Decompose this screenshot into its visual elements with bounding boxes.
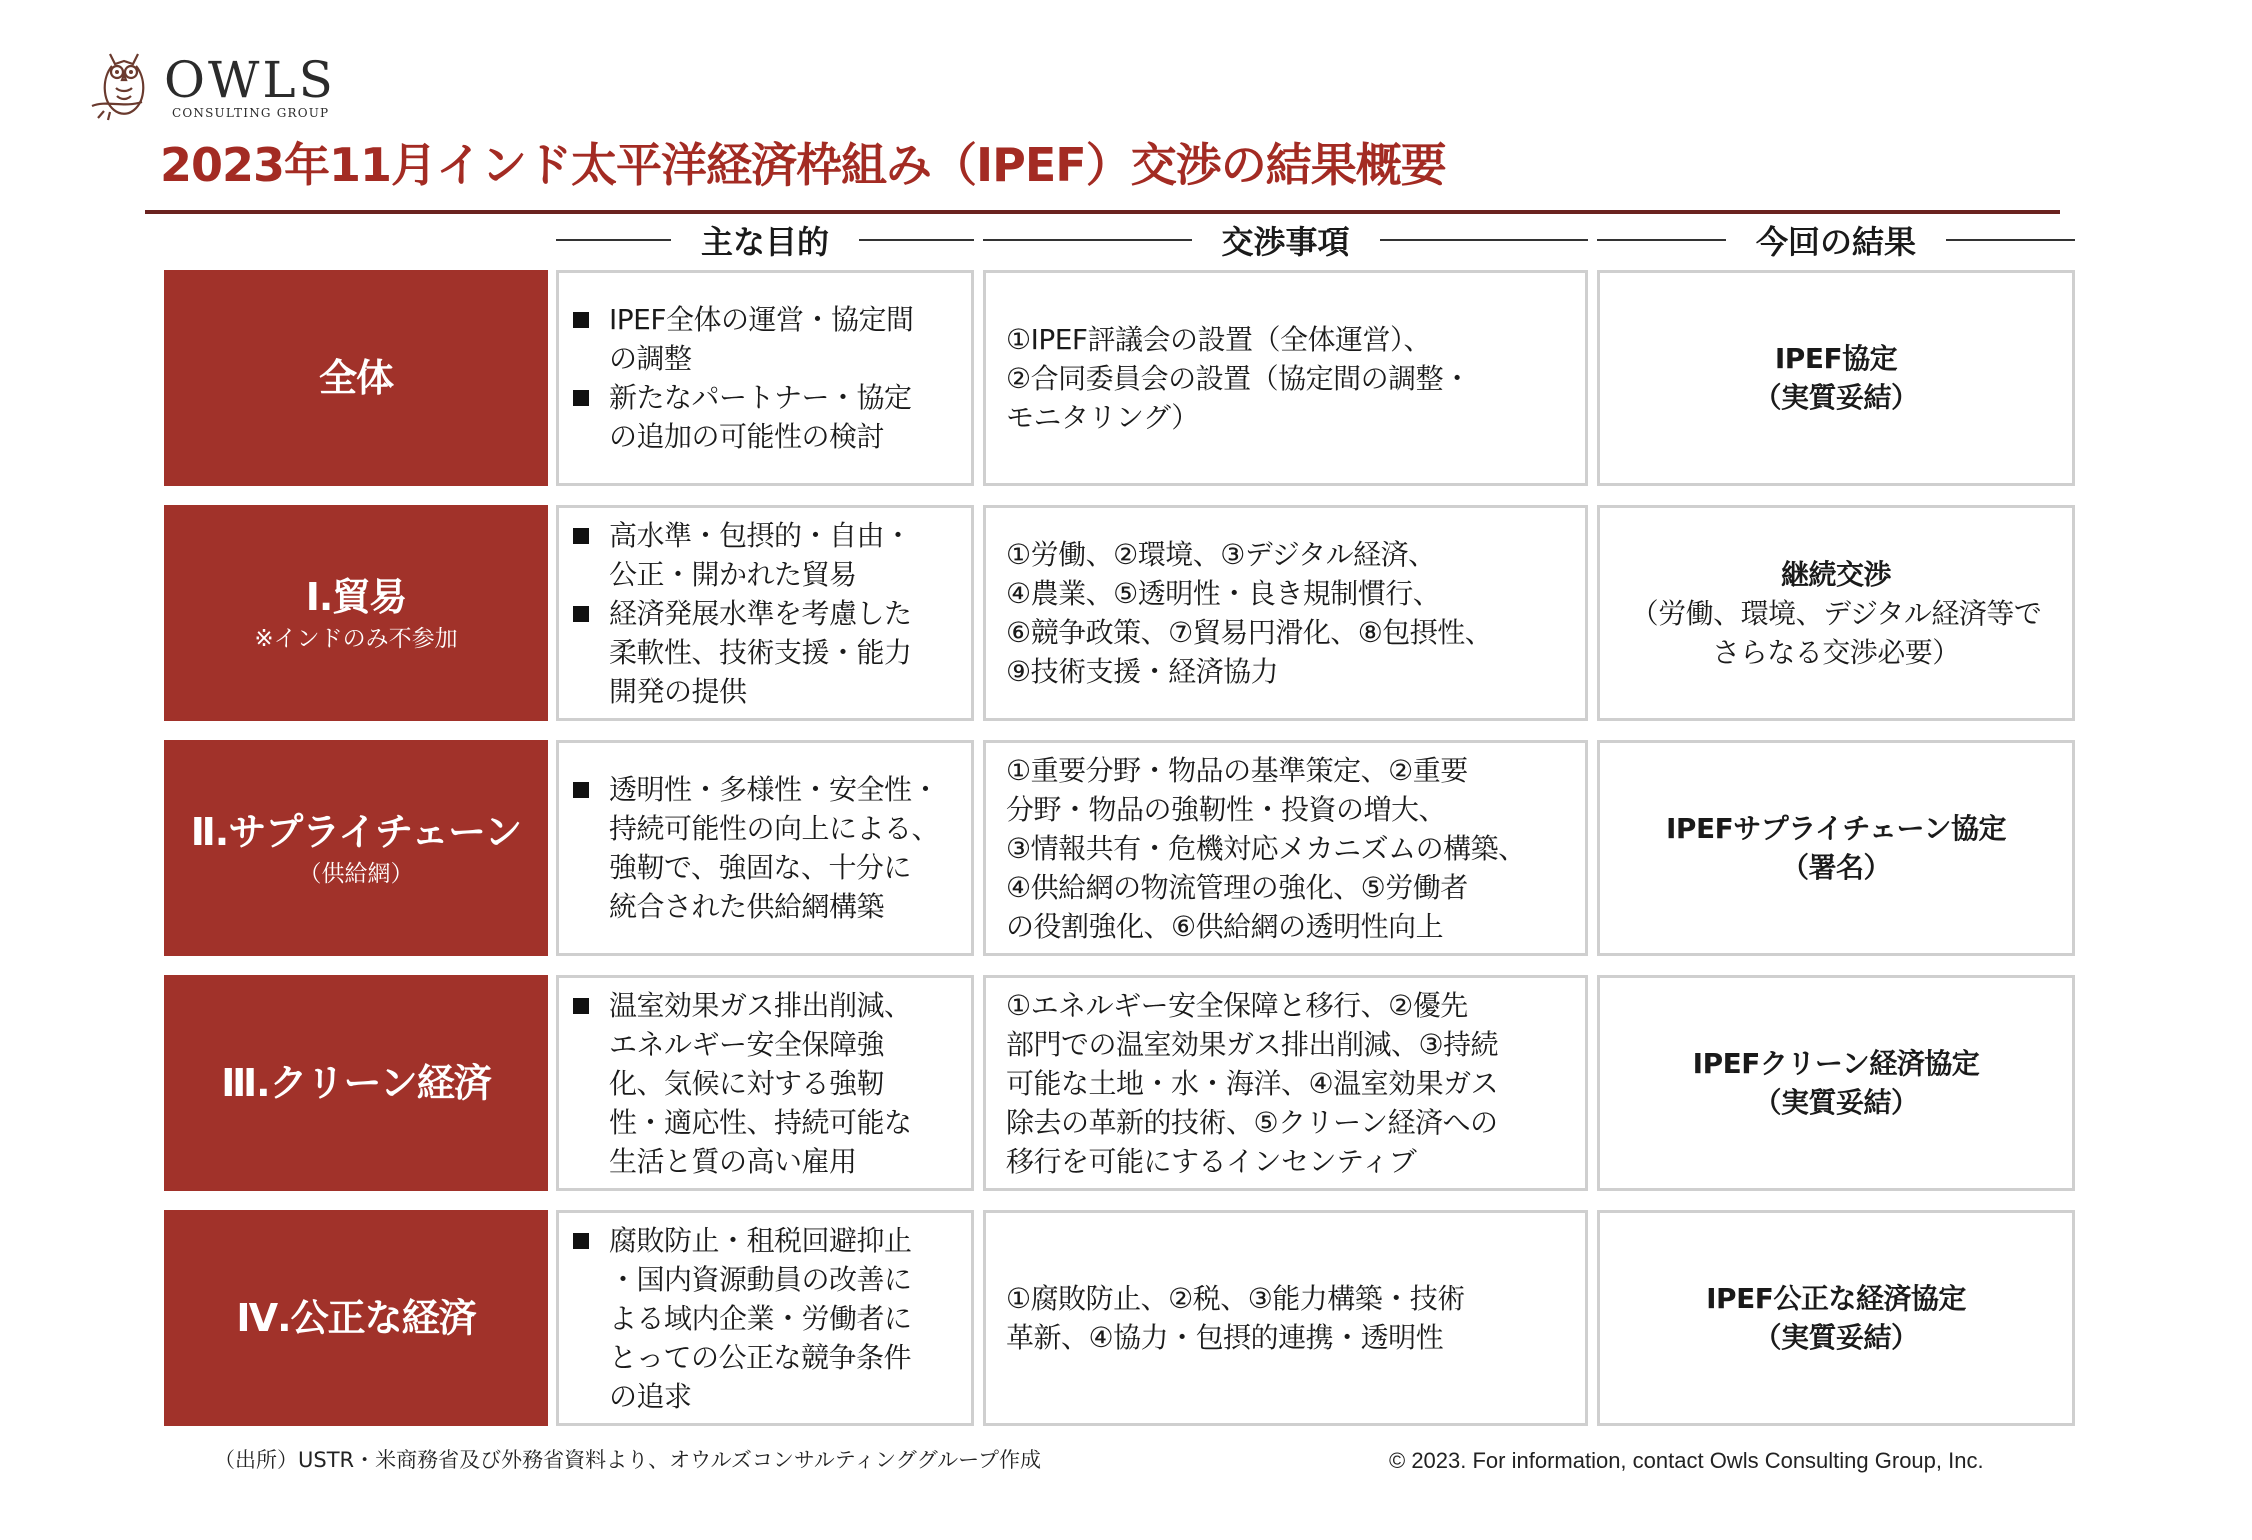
result-title: IPEFクリーン経済協定 bbox=[1692, 1047, 1980, 1080]
row-header bbox=[164, 740, 548, 956]
row-header bbox=[164, 270, 548, 486]
result-cell bbox=[1597, 505, 2075, 721]
owls-logo bbox=[84, 44, 364, 124]
row-sublabel: ※インドのみ不参加 bbox=[254, 626, 458, 652]
table-row-supply-chain bbox=[0, 740, 2252, 956]
result-sub: （実質妥結） bbox=[1753, 1321, 1919, 1354]
goal-item bbox=[573, 594, 912, 711]
column-header-items bbox=[983, 214, 1588, 266]
row-sublabel: （供給網） bbox=[298, 861, 414, 887]
goal-text: 温室効果ガス排出削減、 エネルギー安全保障強 化、気候に対する強靭 性・適応性、持続可能な 生活と質の高い雇用 bbox=[609, 988, 912, 1178]
goal-item bbox=[573, 1221, 912, 1416]
goal-list bbox=[573, 978, 912, 1188]
goal-item bbox=[573, 986, 912, 1181]
result-cell bbox=[1597, 740, 2075, 956]
items-cell bbox=[983, 1210, 1588, 1426]
bullet-square-icon bbox=[573, 606, 589, 622]
items-text: ①重要分野・物品の基準策定、②重要 分野・物品の強靭性・投資の増大、 ③情報共有・危機対応メカニズムの構築、 ④供給網の物流管理の強化、⑤労働者 の役割強化、⑥供給網の透明性向上 bbox=[1006, 753, 1526, 943]
header-line bbox=[859, 239, 974, 241]
goal-item bbox=[573, 770, 939, 926]
source-note: （出所）USTR・米商務省及び外務省資料より、オウルズコンサルティンググループ作成 bbox=[214, 1448, 1042, 1472]
result-sub: （労働、環境、デジタル経済等で さらなる交渉必要） bbox=[1630, 596, 2042, 669]
table-row-fair-economy bbox=[0, 1210, 2252, 1426]
result-title: IPEF公正な経済協定 bbox=[1706, 1282, 1966, 1315]
row-label: Ⅳ.公正な経済 bbox=[236, 1296, 476, 1340]
header-line bbox=[1380, 239, 1589, 241]
header-line bbox=[1946, 239, 2075, 241]
result-title: 継続交渉 bbox=[1780, 557, 1891, 591]
goal-text: 高水準・包摂的・自由・ 公正・開かれた貿易 bbox=[609, 518, 912, 591]
column-header-goal bbox=[556, 214, 974, 266]
result-title: IPEFサプライチェーン協定 bbox=[1666, 812, 2006, 845]
row-header bbox=[164, 975, 548, 1191]
goal-list bbox=[573, 743, 939, 953]
bullet-square-icon bbox=[573, 998, 589, 1014]
header-line bbox=[556, 239, 671, 241]
result-cell bbox=[1597, 1210, 2075, 1426]
column-header-goal-label: 主な目的 bbox=[701, 223, 830, 261]
goal-cell bbox=[556, 270, 974, 486]
goal-cell bbox=[556, 975, 974, 1191]
copyright-note: © 2023. For information, contact Owls Consulting Group, Inc. bbox=[1389, 1448, 1984, 1473]
row-label: Ⅰ.貿易 bbox=[305, 575, 407, 619]
items-cell bbox=[983, 975, 1588, 1191]
header-line bbox=[983, 239, 1192, 241]
goal-text: 腐敗防止・租税回避抑止 ・国内資源動員の改善に よる域内企業・労働者に とっての公正な競争条件 の追求 bbox=[609, 1223, 912, 1413]
goal-list bbox=[573, 1213, 912, 1423]
table-row-clean-economy bbox=[0, 975, 2252, 1191]
items-text: ①労働、②環境、③デジタル経済、 ④農業、⑤透明性・良き規制慣行、 ⑥競争政策、⑦貿易円滑化、⑧包摂性、 ⑨技術支援・経済協力 bbox=[1006, 538, 1493, 688]
bullet-square-icon bbox=[573, 1233, 589, 1249]
result-sub: （実質妥結） bbox=[1753, 381, 1919, 414]
row-label: Ⅲ.クリーン経済 bbox=[221, 1061, 491, 1105]
goal-text: 透明性・多様性・安全性・ 持続可能性の向上による、 強靭で、強固な、十分に 統合された供給網構築 bbox=[609, 773, 940, 923]
table-row-trade bbox=[0, 505, 2252, 721]
goal-item bbox=[573, 300, 913, 378]
goal-cell bbox=[556, 1210, 974, 1426]
row-label: 全体 bbox=[318, 356, 393, 400]
goal-item bbox=[573, 378, 913, 456]
bullet-square-icon bbox=[573, 782, 589, 798]
header-line bbox=[1597, 239, 1726, 241]
items-text: ①エネルギー安全保障と移行、②優先 部門での温室効果ガス排出削減、③持続 可能な土地・水・海洋、④温室効果ガス 除去の革新的技術、⑤クリーン経済への 移行を可能にするインセンティブ bbox=[1006, 988, 1499, 1178]
result-cell bbox=[1597, 270, 2075, 486]
row-label: Ⅱ.サプライチェーン bbox=[190, 810, 522, 854]
goal-text: 新たなパートナー・協定 の追加の可能性の検討 bbox=[609, 381, 912, 453]
items-cell bbox=[983, 740, 1588, 956]
result-sub: （実質妥結） bbox=[1753, 1086, 1919, 1119]
bullet-square-icon bbox=[573, 390, 589, 406]
items-text: ①腐敗防止、②税、③能力構築・技術 革新、④協力・包摂的連携・透明性 bbox=[1006, 1282, 1465, 1354]
goal-text: 経済発展水準を考慮した 柔軟性、技術支援・能力 開発の提供 bbox=[609, 596, 912, 708]
row-header bbox=[164, 1210, 548, 1426]
result-sub: （署名） bbox=[1780, 851, 1891, 884]
goal-list bbox=[573, 508, 912, 718]
result-cell bbox=[1597, 975, 2075, 1191]
goal-list bbox=[573, 273, 913, 483]
table-row-overall bbox=[0, 270, 2252, 486]
result-title: IPEF協定 bbox=[1774, 342, 1898, 375]
items-cell bbox=[983, 505, 1588, 721]
column-header-result-label: 今回の結果 bbox=[1756, 223, 1917, 261]
goal-item bbox=[573, 516, 912, 594]
page-title: 2023年11月インド太平洋経済枠組み（IPEF）交渉の結果概要 bbox=[160, 138, 1446, 192]
bullet-square-icon bbox=[573, 528, 589, 544]
items-cell bbox=[983, 270, 1588, 486]
items-text: ①IPEF評議会の設置（全体運営）、 ②合同委員会の設置（協定間の調整・ モニタリング） bbox=[1006, 322, 1471, 434]
row-header bbox=[164, 505, 548, 721]
goal-cell bbox=[556, 505, 974, 721]
logo-subtitle: CONSULTING GROUP bbox=[172, 106, 330, 120]
logo-wordmark: OWLS bbox=[164, 51, 336, 109]
goal-cell bbox=[556, 740, 974, 956]
column-header-result bbox=[1597, 214, 2075, 266]
bullet-square-icon bbox=[573, 312, 589, 328]
goal-text: IPEF全体の運営・協定間 の調整 bbox=[609, 303, 914, 375]
owl-icon bbox=[84, 44, 164, 124]
column-header-items-label: 交渉事項 bbox=[1221, 223, 1350, 261]
